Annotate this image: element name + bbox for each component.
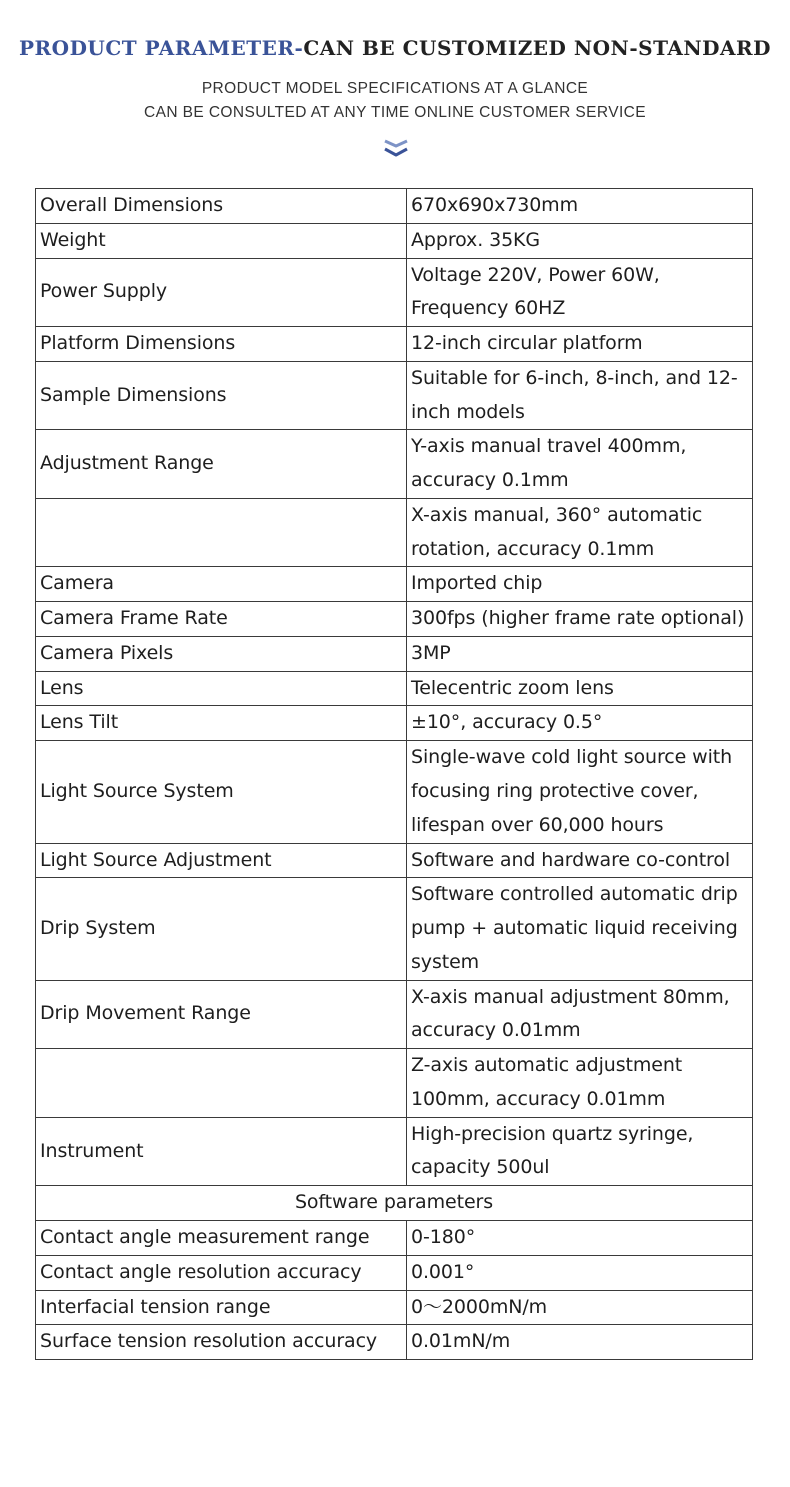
table-row <box>36 706 753 741</box>
table-row <box>36 671 753 706</box>
spec-label: Light Source Adjustment <box>36 843 407 878</box>
spec-value: High-precision quartz syringe, capacity 500ul <box>407 1117 753 1186</box>
spec-label <box>36 498 407 567</box>
spec-label: Contact angle resolution accuracy <box>36 1255 407 1290</box>
title-rest: CAN BE CUSTOMIZED NON-STANDARD <box>303 36 771 60</box>
spec-label: Sample Dimensions <box>36 361 407 430</box>
spec-label: Contact angle measurement range <box>36 1220 407 1255</box>
spec-value: 0.001° <box>407 1255 753 1290</box>
table-row <box>36 223 753 258</box>
table-row <box>36 1049 753 1118</box>
spec-value: 670x690x730mm <box>407 189 753 224</box>
spec-value: ±10°, accuracy 0.5° <box>407 706 753 741</box>
spec-value: Software and hardware co-control <box>407 843 753 878</box>
subtitle-line-1: PRODUCT MODEL SPECIFICATIONS AT A GLANCE <box>201 80 589 97</box>
table-row <box>36 567 753 602</box>
spec-value: 0-180° <box>407 1220 753 1255</box>
table-row <box>36 602 753 637</box>
table-row <box>36 1255 753 1290</box>
spec-label: Lens <box>36 671 407 706</box>
spec-label: Lens Tilt <box>36 706 407 741</box>
table-row <box>36 361 753 430</box>
spec-value: 12-inch circular platform <box>407 327 753 362</box>
spec-label <box>36 1049 407 1118</box>
spec-table <box>35 188 753 1360</box>
table-row <box>36 878 753 980</box>
spec-value: Suitable for 6-inch, 8-inch, and 12-inch models <box>407 361 753 430</box>
table-row <box>36 980 753 1049</box>
spec-label: Camera Frame Rate <box>36 602 407 637</box>
title-highlight: PRODUCT PARAMETER- <box>19 36 304 60</box>
double-chevron-down-icon <box>383 138 409 158</box>
spec-value: Software controlled automatic drip pump + automatic liquid receiving system <box>407 878 753 980</box>
table-row <box>36 258 753 327</box>
spec-value: 0.01mN/m <box>407 1325 753 1360</box>
table-row <box>36 430 753 499</box>
spec-label: Power Supply <box>36 258 407 327</box>
spec-value: 3MP <box>407 636 753 671</box>
page-title <box>0 36 790 60</box>
table-row <box>36 1220 753 1255</box>
spec-label: Surface tension resolution accuracy <box>36 1325 407 1360</box>
spec-label: Interfacial tension range <box>36 1290 407 1325</box>
table-row <box>36 1117 753 1186</box>
spec-label: Camera Pixels <box>36 636 407 671</box>
spec-label: Weight <box>36 223 407 258</box>
spec-label: Drip Movement Range <box>36 980 407 1049</box>
subtitle-line-2: CAN BE CONSULTED AT ANY TIME ONLINE CUSTOMER SERVICE <box>144 104 646 121</box>
table-row <box>36 189 753 224</box>
software-section-title: Software parameters <box>36 1186 753 1221</box>
table-row <box>36 741 753 843</box>
spec-label: Light Source System <box>36 741 407 843</box>
table-row <box>36 1325 753 1360</box>
table-row <box>36 327 753 362</box>
spec-label: Camera <box>36 567 407 602</box>
spec-value: Z-axis automatic adjustment 100mm, accuracy 0.01mm <box>407 1049 753 1118</box>
spec-value: Imported chip <box>407 567 753 602</box>
spec-label: Drip System <box>36 878 407 980</box>
spec-value: X-axis manual, 360° automatic rotation, accuracy 0.1mm <box>407 498 753 567</box>
spec-label: Adjustment Range <box>36 430 407 499</box>
spec-value: Approx. 35KG <box>407 223 753 258</box>
table-row <box>36 498 753 567</box>
spec-value: X-axis manual adjustment 80mm, accuracy 0.01mm <box>407 980 753 1049</box>
section-header-row <box>36 1186 753 1221</box>
table-row <box>36 843 753 878</box>
table-row <box>36 1290 753 1325</box>
spec-value: 300fps (higher frame rate optional) <box>407 602 753 637</box>
spec-value: Single-wave cold light source with focusing ring protective cover, lifespan over 60,000 hours <box>407 741 753 843</box>
table-row <box>36 636 753 671</box>
spec-label: Platform Dimensions <box>36 327 407 362</box>
spec-label: Overall Dimensions <box>36 189 407 224</box>
spec-value: Telecentric zoom lens <box>407 671 753 706</box>
spec-value: 0～2000mN/m <box>407 1290 753 1325</box>
spec-value: Voltage 220V, Power 60W, Frequency 60HZ <box>407 258 753 327</box>
spec-value: Y-axis manual travel 400mm, accuracy 0.1mm <box>407 430 753 499</box>
spec-label: Instrument <box>36 1117 407 1186</box>
